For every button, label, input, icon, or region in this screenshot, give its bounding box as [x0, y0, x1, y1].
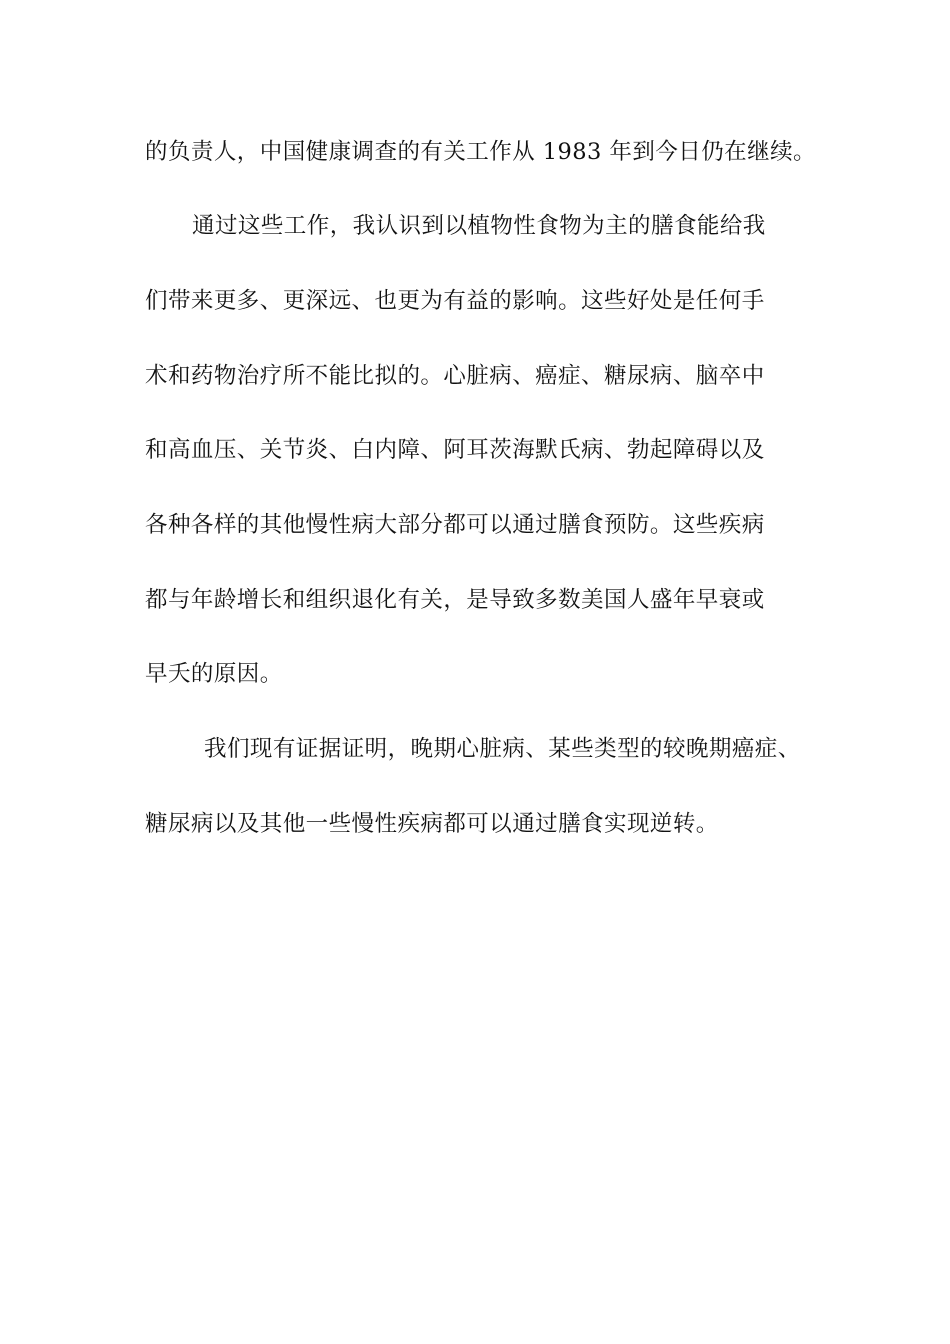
paragraph-start-line: 通过这些工作，我认识到以植物性食物为主的膳食能给我 [192, 213, 766, 239]
text-line: 糖尿病以及其他一些慢性疾病都可以通过膳食实现逆转。 [145, 811, 719, 837]
text-line: 和高血压、关节炎、白内障、阿耳茨海默氏病、勃起障碍以及 [145, 437, 765, 463]
text-line: 都与年龄增长和组织退化有关，是导致多数美国人盛年早衰或 [145, 587, 765, 613]
text-line: 各种各样的其他慢性病大部分都可以通过膳食预防。这些疾病 [145, 512, 765, 538]
text-line: 们带来更多、更深远、也更为有益的影响。这些好处是任何手 [145, 288, 765, 314]
text-line: 早夭的原因。 [145, 661, 283, 687]
text-line: 的负责人，中国健康调查的有关工作从 1983 年到今日仍在继续。 [145, 139, 816, 165]
text-line: 术和药物治疗所不能比拟的。心脏病、癌症、糖尿病、脑卒中 [145, 363, 765, 389]
paragraph-start-line: 我们现有证据证明，晚期心脏病、某些类型的较晚期癌症、 [204, 736, 801, 762]
